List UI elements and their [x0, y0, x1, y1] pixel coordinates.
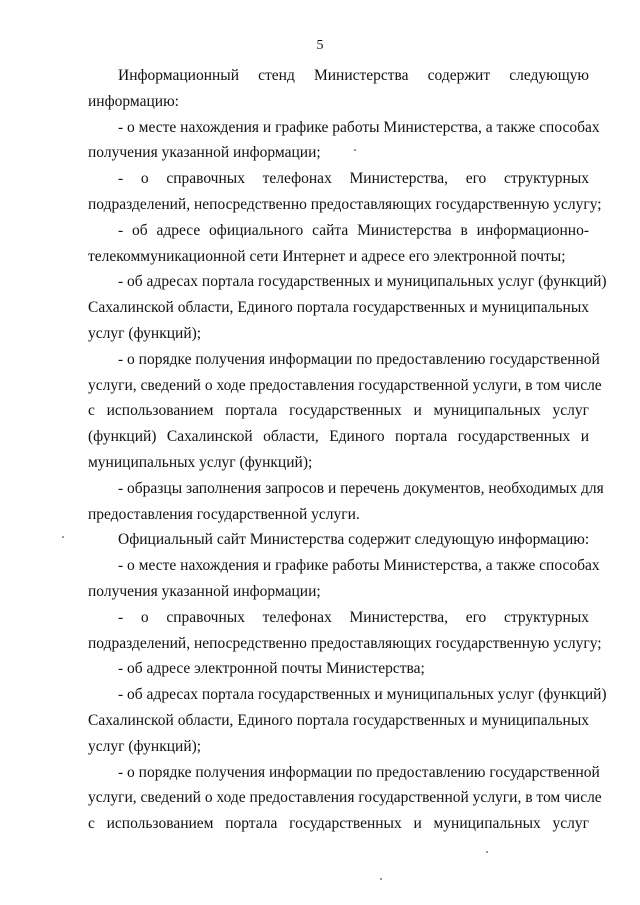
text-line: - о справочных телефонах Министерства, его структурных — [118, 170, 589, 188]
text-line: телекоммуникационной сети Интернет и адресе его электронной почты; — [88, 247, 566, 265]
text-line: - о месте нахождения и графике работы Министерства, а также способах — [118, 118, 600, 136]
text-line: с использованием портала государственных и муниципальных услуг — [88, 402, 589, 420]
scan-speck — [380, 878, 382, 880]
text-line: получения указанной информации; — [88, 144, 321, 162]
text-line: - о порядке получения информации по предоставлению государственной — [118, 350, 600, 368]
scan-speck — [486, 851, 488, 853]
text-line: получения указанной информации; — [88, 583, 321, 600]
text-line: - об адресе электронной почты Министерства; — [118, 660, 425, 678]
text-line: - о месте нахождения и графике работы Министерства, а также способах — [118, 557, 600, 575]
text-line: подразделений, непосредственно предоставляющих государственную услугу; — [88, 196, 602, 213]
text-line: Сахалинской области, Единого портала государственных и муниципальных — [88, 299, 589, 317]
text-line: информацию: — [88, 92, 179, 110]
text-line: услуг (функций); — [88, 737, 202, 755]
text-line: - об адресе официального сайта Министерства в информационно- — [118, 221, 589, 239]
text-line: Официальный сайт Министерства содержит следующую информацию: — [118, 531, 590, 549]
scan-speck — [62, 536, 64, 538]
text-line: услуги, сведений о ходе предоставления государственной услуги, в том числе — [88, 789, 602, 807]
text-line: Информационный стенд Министерства содержит следующую — [118, 67, 589, 84]
text-line: подразделений, непосредственно предоставляющих государственную услугу; — [88, 634, 602, 652]
text-line: муниципальных услуг (функций); — [88, 454, 313, 471]
page-number: 5 — [316, 38, 324, 53]
text-line: Сахалинской области, Единого портала государственных и муниципальных — [88, 712, 589, 729]
text-line: - образцы заполнения запросов и перечень документов, необходимых для — [118, 479, 604, 497]
text-line: услуги, сведений о ходе предоставления государственной услуги, в том числе — [88, 376, 602, 394]
text-line: (функций) Сахалинской области, Единого портала государственных и — [88, 428, 589, 446]
text-line: предоставления государственной услуги. — [88, 505, 360, 523]
scan-speck — [354, 149, 356, 151]
text-line: - о порядке получения информации по предоставлению государственной — [118, 763, 600, 781]
text-line: услуг (функций); — [88, 325, 202, 342]
text-line: - об адресах портала государственных и муниципальных услуг (функций) — [118, 273, 607, 291]
text-line: - о справочных телефонах Министерства, его структурных — [118, 608, 589, 626]
text-line: с использованием портала государственных и муниципальных услуг — [88, 815, 589, 833]
text-line: - об адресах портала государственных и муниципальных услуг (функций) — [118, 686, 607, 704]
